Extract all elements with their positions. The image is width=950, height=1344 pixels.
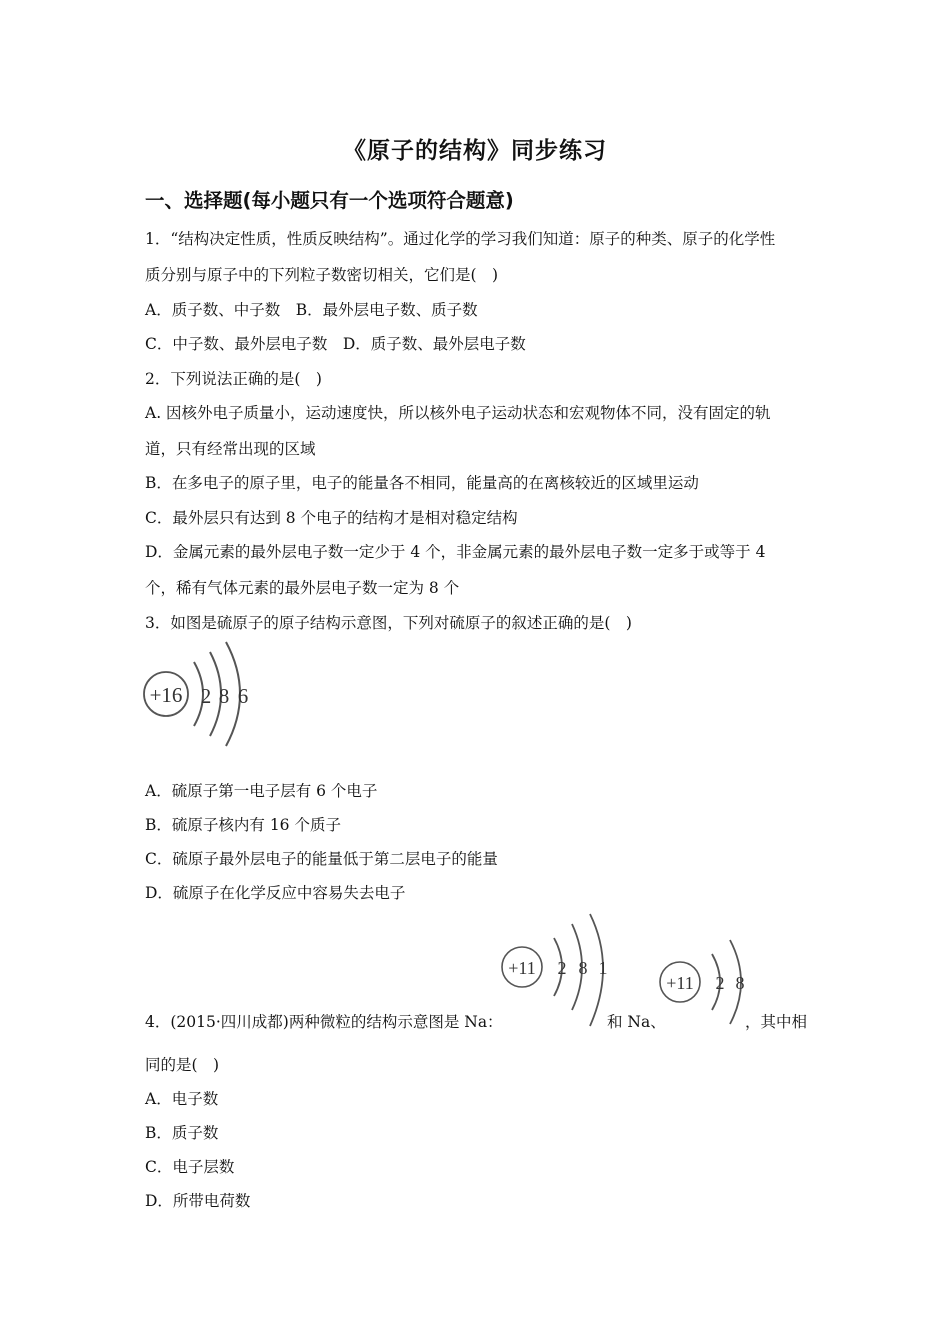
q1-stem-line1: 1．“结构决定性质，性质反映结构”。通过化学的学习我们知道：原子的种类、原子的化学性 — [145, 230, 776, 248]
section-heading: 一、选择题(每小题只有一个选项符合题意) — [145, 189, 514, 212]
q2-option-b: B．在多电子的原子里，电子的能量各不相同，能量高的在离核较近的区域里运动 — [145, 474, 699, 492]
sodium-atom-diagram — [496, 912, 616, 1030]
q2-option-a-line2: 道，只有经常出现的区域 — [145, 440, 316, 458]
q1-options-line2: C．中子数、最外层电子数 D．质子数、最外层电子数 — [145, 335, 526, 353]
shell-electron-count: 8 — [578, 958, 588, 978]
shell-electron-count: 1 — [598, 958, 608, 978]
q2-option-c: C．最外层只有达到 8 个电子的结构才是相对稳定结构 — [145, 509, 518, 527]
q4-option-b: B．质子数 — [145, 1124, 219, 1142]
page-title: 《原子的结构》同步练习 — [343, 138, 607, 164]
shell-electron-count: 2 — [200, 684, 212, 708]
nucleus-charge: +11 — [666, 973, 694, 993]
shell-electron-count: 2 — [557, 958, 567, 978]
nucleus-charge: +11 — [508, 958, 536, 978]
q2-option-d-line1: D．金属元素的最外层电子数一定少于 4 个，非金属元素的最外层电子数一定多于或等于 4 — [145, 543, 766, 561]
sulfur-atom-diagram — [140, 638, 258, 752]
q4-option-a: A．电子数 — [145, 1090, 219, 1108]
shell-electron-count: 8 — [735, 973, 745, 993]
shell-electron-count: 2 — [715, 973, 725, 993]
q2-stem: 2．下列说法正确的是( ) — [145, 370, 322, 388]
shell-electron-count: 8 — [218, 684, 230, 708]
sodium-ion-diagram — [654, 936, 754, 1032]
q4-stem-suffix: ，其中相 — [745, 1013, 808, 1031]
q1-options-line1: A．质子数、中子数 B．最外层电子数、质子数 — [145, 301, 478, 319]
q4-stem-line2: 同的是( ) — [145, 1056, 220, 1074]
shell-electron-count: 6 — [237, 684, 249, 708]
q2-option-a-line1: A. 因核外电子质量小，运动速度快，所以核外电子运动状态和宏观物体不同，没有固定的轨 — [145, 404, 771, 422]
q4-option-c: C．电子层数 — [145, 1158, 235, 1176]
q3-stem: 3．如图是硫原子的原子结构示意图，下列对硫原子的叙述正确的是( ) — [145, 614, 632, 632]
q4-stem-prefix: 4．(2015·四川成都)两种微粒的结构示意图是 Na： — [145, 1013, 503, 1031]
q3-option-d: D．硫原子在化学反应中容易失去电子 — [145, 884, 406, 902]
nucleus-charge: +16 — [149, 683, 183, 707]
q3-option-c: C．硫原子最外层电子的能量低于第二层电子的能量 — [145, 850, 498, 868]
q4-stem-middle: 和 Na、 — [607, 1013, 666, 1031]
q4-option-d: D．所带电荷数 — [145, 1192, 251, 1210]
q2-option-d-line2: 个，稀有气体元素的最外层电子数一定为 8 个 — [145, 579, 460, 597]
q1-stem-line2: 质分别与原子中的下列粒子数密切相关，它们是( ) — [145, 266, 499, 284]
q3-option-a: A．硫原子第一电子层有 6 个电子 — [145, 782, 378, 800]
q3-option-b: B．硫原子核内有 16 个质子 — [145, 816, 341, 834]
